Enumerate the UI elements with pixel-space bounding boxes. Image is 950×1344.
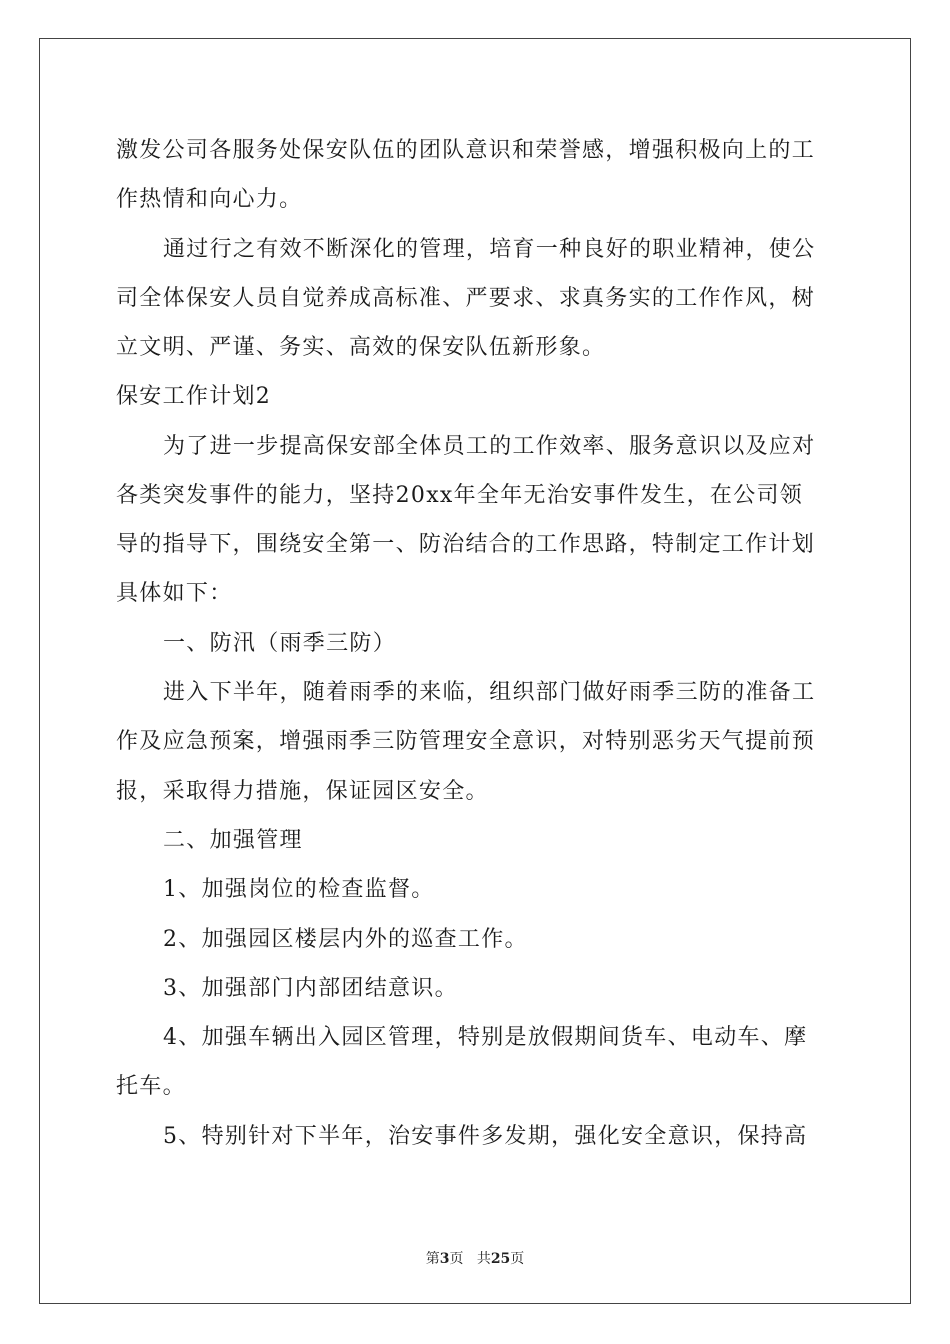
text-line: 导的指导下，围绕安全第一、防治结合的工作思路，特制定工作计划: [116, 532, 816, 557]
total-suffix: 页: [510, 1251, 525, 1267]
list-item: 1、加强岗位的检查监督。: [163, 877, 435, 902]
page-prefix: 第: [425, 1251, 440, 1267]
total-prefix: 共: [476, 1251, 491, 1267]
text-line: 作热情和向心力。: [116, 187, 303, 212]
list-item: 4、加强车辆出入园区管理，特别是放假期间货车、电动车、摩: [163, 1025, 808, 1050]
page-border: [39, 38, 911, 1304]
page-footer: [0, 1248, 950, 1268]
text-line: 激发公司各服务处保安队伍的团队意识和荣誉感，增强积极向上的工: [116, 138, 816, 163]
list-item: 2、加强园区楼层内外的巡查工作。: [163, 927, 528, 952]
text-line: 各类突发事件的能力，坚持20xx年全年无治安事件发生，在公司领: [116, 483, 804, 508]
text-line: 司全体保安人员自觉养成高标准、严要求、求真务实的工作作风，树: [116, 286, 816, 311]
text-line: 托车。: [116, 1074, 186, 1099]
text-line: 报，采取得力措施，保证园区安全。: [116, 779, 489, 804]
subheading: 二、加强管理: [163, 828, 303, 853]
section-heading: 保安工作计划2: [116, 384, 272, 409]
paragraph-start: 为了进一步提高保安部全体员工的工作效率、服务意识以及应对: [163, 434, 816, 459]
paragraph-start: 通过行之有效不断深化的管理，培育一种良好的职业精神，使公: [163, 237, 816, 262]
text-line: 作及应急预案，增强雨季三防管理安全意识，对特别恶劣天气提前预: [116, 729, 816, 754]
page-suffix: 页: [449, 1251, 464, 1267]
list-item: 3、加强部门内部团结意识。: [163, 976, 458, 1001]
subheading: 一、防汛（雨季三防）: [163, 631, 397, 656]
paragraph-start: 进入下半年，随着雨季的来临，组织部门做好雨季三防的准备工: [163, 680, 816, 705]
list-item: 5、特别针对下半年，治安事件多发期，强化安全意识，保持高: [163, 1124, 808, 1149]
text-line: 立文明、严谨、务实、高效的保安队伍新形象。: [116, 335, 606, 360]
total-pages-number: 25: [490, 1251, 511, 1267]
current-page-number: 3: [439, 1251, 450, 1267]
text-line: 具体如下：: [116, 581, 233, 606]
